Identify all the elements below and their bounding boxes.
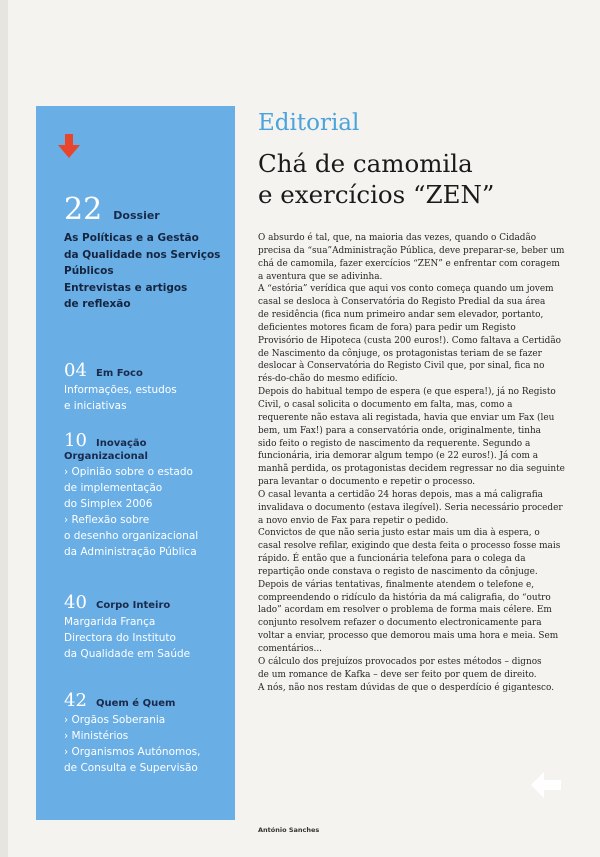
body-line: compreendendo o ridículo da história da má caligrafia, do “outro <box>258 592 551 603</box>
section-title-line2: Organizacional <box>64 451 148 462</box>
section-em-foco[interactable] <box>64 360 229 414</box>
section-line: › Ministérios <box>64 730 129 742</box>
article-headline <box>258 148 588 210</box>
section-line: › Reflexão sobre <box>64 514 150 526</box>
body-line: precisa da “sua”Administração Pública, deve preparar-se, beber um <box>258 245 565 256</box>
section-line: Margarida França <box>64 616 156 628</box>
section-line: de reflexão <box>64 298 131 310</box>
body-line: bem, um Fax!) para a conservatória onde, originalmente, tinha <box>258 425 541 436</box>
section-number: 42 <box>64 690 87 711</box>
section-inovacao[interactable] <box>64 430 229 560</box>
headline-line: Chá de camomila <box>258 149 473 178</box>
body-line: de residência (fica num primeiro andar sem elevador, portanto, <box>258 310 544 321</box>
body-line: Civil, o casal solicita o documento em falta, mas, como a <box>258 399 513 410</box>
body-line: deslocar à Conservatória do Registo Civil que, por sinal, fica no <box>258 361 545 372</box>
body-line: funcionária, iria demorar algum tempo (e 22 euros!). Já com a <box>258 451 538 462</box>
section-line: › Orgãos Soberania <box>64 714 166 726</box>
author-name: António Sanches <box>258 826 320 834</box>
body-line: Provisório de Hipoteca (custa 200 euros!). Como faltava a Certidão <box>258 335 561 346</box>
body-line: de Nascimento da cônjuge, os protagonistas teriam de se fazer <box>258 348 542 359</box>
body-line: repartição onde constava o registo de nascimento da cônjuge. <box>258 566 538 577</box>
section-line: do Simplex 2006 <box>64 498 153 510</box>
section-line: Públicos <box>64 265 114 277</box>
section-line: As Políticas e a Gestão <box>64 232 199 244</box>
arrow-left-icon[interactable] <box>531 772 561 798</box>
body-line: rés-do-chão do mesmo edifício. <box>258 374 398 385</box>
section-line: da Administração Pública <box>64 546 197 558</box>
body-line: O casal levanta a certidão 24 horas depois, mas a má caligrafia <box>258 489 543 500</box>
section-line: › Organismos Autónomos, <box>64 746 201 758</box>
section-line: de implementação <box>64 482 163 494</box>
section-line: o desenho organizacional <box>64 530 199 542</box>
body-line: lado” acordam em resolver o problema de forma mais célere. Em <box>258 605 552 616</box>
headline-line: e exercícios “ZEN” <box>258 180 495 209</box>
body-line: a aventura que se adivinha. <box>258 271 383 282</box>
body-line: conjunto resolvem refazer o documento electronicamente para <box>258 618 542 629</box>
body-line: deficientes motores ficam de fora) para pedir um Registo <box>258 322 516 333</box>
body-line: de um romance de Kafka – deve ser feito por quem de direito. <box>258 669 537 680</box>
body-line: casal se desloca à Conservatória do Registo Predial da sua área <box>258 297 546 308</box>
section-number: 04 <box>64 360 87 381</box>
section-title: Dossier <box>113 209 160 222</box>
section-line: › Opinião sobre o estado <box>64 466 193 478</box>
section-line: e iniciativas <box>64 400 127 412</box>
body-line: A “estória” verídica que aqui vos conto começa quando um jovem <box>258 284 554 295</box>
section-title: Quem é Quem <box>96 698 176 709</box>
section-quem-e-quem[interactable] <box>64 690 229 776</box>
body-line: a novo envio de Fax para repetir o pedido. <box>258 515 449 526</box>
section-line: Informações, estudos <box>64 384 177 396</box>
section-title: Corpo Inteiro <box>96 600 171 611</box>
section-line: Entrevistas e artigos <box>64 281 188 294</box>
body-line: voltar a enviar, processo que demorou mais uma hora e meia. Sem <box>258 631 559 642</box>
body-line: O cálculo dos prejuízos provocados por estes métodos – dignos <box>258 656 542 667</box>
section-dossier[interactable] <box>64 192 229 313</box>
contents-sidebar <box>36 106 235 820</box>
body-line: comentários... <box>258 644 322 654</box>
body-line: casal resolve refilar, exigindo que desta feita o processo fosse mais <box>258 541 561 552</box>
body-line: requerente não estava ali registada, havia que enviar um Fax (leu <box>258 412 555 423</box>
body-line: para levantar o documento e repetir o processo. <box>258 477 476 488</box>
body-line: Convictos de que não seria justo estar mais um dia à espera, o <box>258 528 540 539</box>
body-line: rápido. É então que a funcionária telefona para o colega da <box>258 554 526 565</box>
section-number: 22 <box>64 192 103 227</box>
section-line: Directora do Instituto <box>64 632 176 644</box>
section-label: Editorial <box>258 110 360 136</box>
body-line: Depois do habitual tempo de espera (e que espera!), já no Registo <box>258 387 556 398</box>
section-number: 40 <box>64 592 87 613</box>
article-body <box>258 232 586 694</box>
section-number: 10 <box>64 430 87 451</box>
body-line: Depois de várias tentativas, finalmente atendem o telefone e, <box>258 579 535 590</box>
section-title: Em Foco <box>96 368 143 379</box>
body-line: invalidava o documento (estava ilegível). Seria necessário proceder <box>258 502 563 513</box>
body-line: O absurdo é tal, que, na maioria das vezes, quando o Cidadão <box>258 233 537 243</box>
body-line: sido feito o registo de nascimento da requerente. Segundo a <box>258 438 531 449</box>
section-line: da Qualidade nos Serviços <box>64 248 221 261</box>
section-title: Inovação <box>96 438 147 449</box>
body-line: A nós, não nos restam dúvidas de que o desperdício é gigantesco. <box>258 682 555 693</box>
body-line: chá de camomila, fazer exercícios “ZEN” e enfrentar com coragem <box>258 258 560 269</box>
body-line: manhã perdida, os protagonistas decidem regressar no dia seguinte <box>258 464 565 475</box>
section-line: de Consulta e Supervisão <box>64 762 198 774</box>
section-line: da Qualidade em Saúde <box>64 648 191 660</box>
section-corpo-inteiro[interactable] <box>64 592 229 662</box>
page-edge <box>0 0 8 857</box>
arrow-down-icon <box>58 134 80 160</box>
